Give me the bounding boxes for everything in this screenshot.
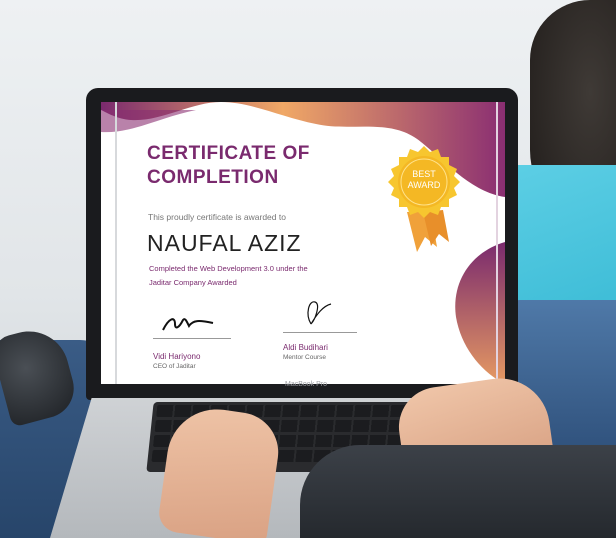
signature-line-1 <box>153 338 231 339</box>
signatory-1-role: CEO of Jaditar <box>153 363 196 370</box>
signature-1-icon <box>161 314 221 334</box>
signatory-1-name: Vidi Hariyono <box>153 352 201 361</box>
certificate-description: Completed the Web Development 3.0 under the Jaditar Company Awarded <box>149 264 308 287</box>
laptop-brand-label: MacBook Pro <box>285 381 328 388</box>
badge-line-1: BEST <box>412 169 436 179</box>
certificate-intro: This proudly certificate is awarded to <box>148 212 286 222</box>
left-border-rule <box>115 102 117 384</box>
best-award-badge-icon <box>387 142 461 252</box>
certificate-title: CERTIFICATE OF COMPLETION <box>147 143 310 188</box>
recipient-name: NAUFAL AZIZ <box>147 230 302 256</box>
signature-line-2 <box>283 332 357 333</box>
signatory-2-role: Mentor Course <box>283 354 326 361</box>
badge-label <box>387 169 461 191</box>
signatory-2-name: Aldi Budihari <box>283 343 328 352</box>
certificate <box>101 102 505 384</box>
right-border-rule <box>496 102 498 384</box>
signature-2-icon <box>301 294 341 330</box>
badge-line-2: AWARD <box>407 180 441 190</box>
sleeve <box>300 445 616 538</box>
